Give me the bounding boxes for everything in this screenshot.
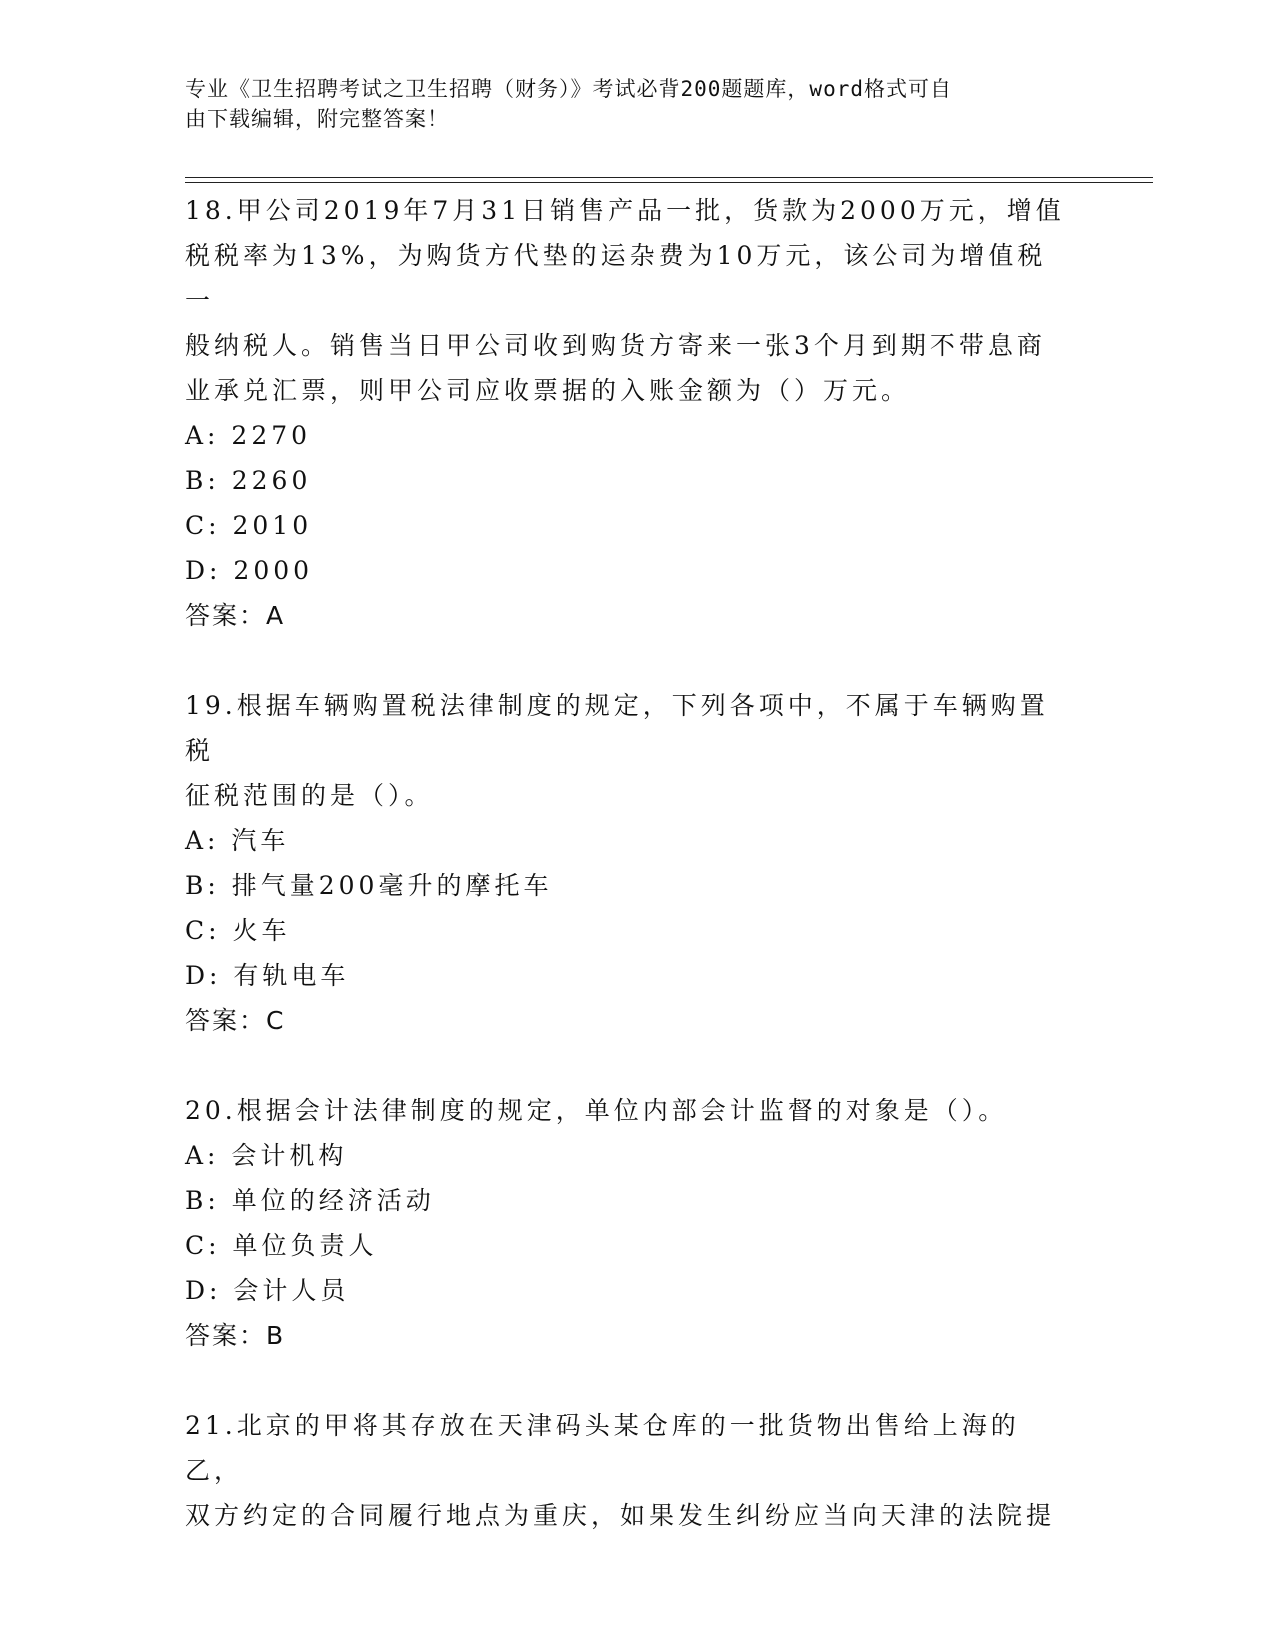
stem-line: 20.根据会计法律制度的规定，单位内部会计监督的对象是（）。: [185, 1096, 1008, 1125]
question-20: [185, 1088, 1065, 1358]
stem-line: 税税率为13%，为购货方代垫的运杂费为10万元，该公司为增值税一: [185, 241, 1047, 315]
header-divider-top: [185, 177, 1153, 178]
question-stem: [185, 683, 1065, 818]
header-line-1: 专业《卫生招聘考试之卫生招聘（财务）》考试必背200题题库，word格式可自: [185, 77, 952, 101]
stem-line: 征税范围的是（）。: [185, 781, 434, 810]
question-stem: [185, 188, 1065, 413]
option-b: B: 单位的经济活动: [185, 1186, 435, 1215]
option-c: C: 2010: [185, 511, 313, 540]
question-spacer: [185, 1358, 1065, 1403]
question-stem: [185, 1403, 1065, 1538]
header-line-2: 由下载编辑，附完整答案！: [185, 107, 449, 131]
stem-line: 21.北京的甲将其存放在天津码头某仓库的一批货物出售给上海的乙，: [185, 1411, 1020, 1485]
header-divider-bottom: [185, 182, 1153, 183]
stem-line: 般纳税人。销售当日甲公司收到购货方寄来一张3个月到期不带息商: [185, 331, 1046, 360]
document-header: [185, 74, 1065, 134]
option-a: A: 2270: [185, 421, 312, 450]
question-18: [185, 188, 1065, 638]
question-list: [185, 188, 1065, 1538]
option-d: D: 有轨电车: [185, 961, 350, 990]
question-19: [185, 683, 1065, 1043]
stem-line: 19.根据车辆购置税法律制度的规定，下列各项中，不属于车辆购置税: [185, 691, 1049, 765]
question-stem: [185, 1088, 1065, 1133]
option-d: D: 会计人员: [185, 1276, 350, 1305]
option-b: B: 排气量200毫升的摩托车: [185, 871, 553, 900]
option-d: D: 2000: [185, 556, 314, 585]
stem-line: 业承兑汇票，则甲公司应收票据的入账金额为（）万元。: [185, 376, 911, 405]
answer-line: 答案：C: [185, 1006, 286, 1035]
question-spacer: [185, 638, 1065, 683]
option-a: A: 汽车: [185, 826, 290, 855]
question-spacer: [185, 1043, 1065, 1088]
stem-line: 18.甲公司2019年7月31日销售产品一批，货款为2000万元，增值: [185, 196, 1065, 225]
question-21: [185, 1403, 1065, 1538]
option-a: A: 会计机构: [185, 1141, 348, 1170]
answer-line: 答案：B: [185, 1321, 286, 1350]
option-c: C: 火车: [185, 916, 291, 945]
option-b: B: 2260: [185, 466, 312, 495]
option-c: C: 单位负责人: [185, 1231, 378, 1260]
stem-line: 双方约定的合同履行地点为重庆，如果发生纠纷应当向天津的法院提: [185, 1501, 1056, 1530]
answer-line: 答案：A: [185, 601, 286, 630]
